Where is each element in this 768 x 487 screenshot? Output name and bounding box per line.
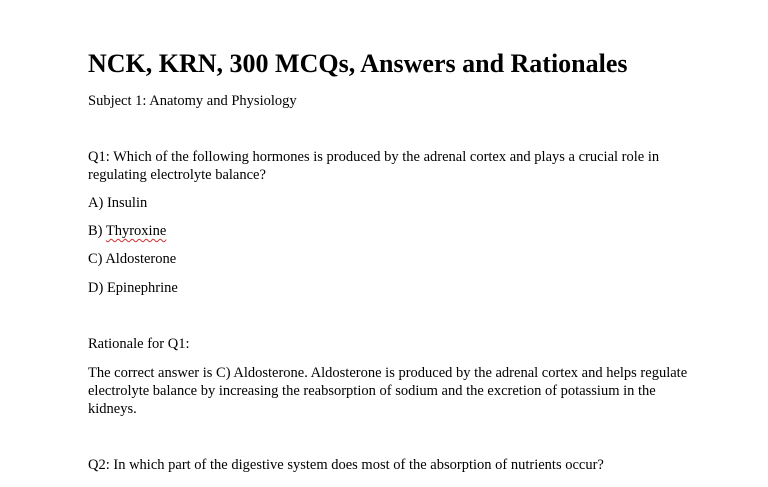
option-text: Insulin: [106, 195, 148, 211]
rationale-text-q1: The correct answer is C) Aldosterone. Aldosterone is produced by the adrenal cortex and helps regulate electrolyte balance by increasing the reabsorption of sodium and the excretion of potassium in the kidneys.: [88, 365, 688, 417]
q1-option-a: [88, 194, 147, 212]
question-1-text: Q1: Which of the following hormones is produced by the adrenal cortex and plays a crucial role in regulating electrolyte balance?: [88, 149, 660, 183]
option-text-misspelled[interactable]: Thyroxine: [105, 223, 167, 239]
q1-option-d: [88, 279, 178, 297]
q1-option-c: [88, 250, 176, 268]
subject-heading: Subject 1: Anatomy and Physiology: [88, 93, 297, 109]
q1-option-b: [88, 222, 166, 240]
option-text: Epinephrine: [106, 280, 178, 296]
document-title: NCK, KRN, 300 MCQs, Answers and Rationales: [88, 49, 628, 78]
option-letter: C): [88, 251, 103, 267]
option-text: Aldosterone: [105, 251, 177, 267]
option-letter: B): [88, 223, 103, 239]
rationale-heading-q1: Rationale for Q1:: [88, 336, 190, 352]
option-letter: D): [88, 280, 104, 296]
option-letter: A): [88, 195, 104, 211]
question-2-text: Q2: In which part of the digestive system does most of the absorption of nutrients occur?: [88, 457, 604, 473]
